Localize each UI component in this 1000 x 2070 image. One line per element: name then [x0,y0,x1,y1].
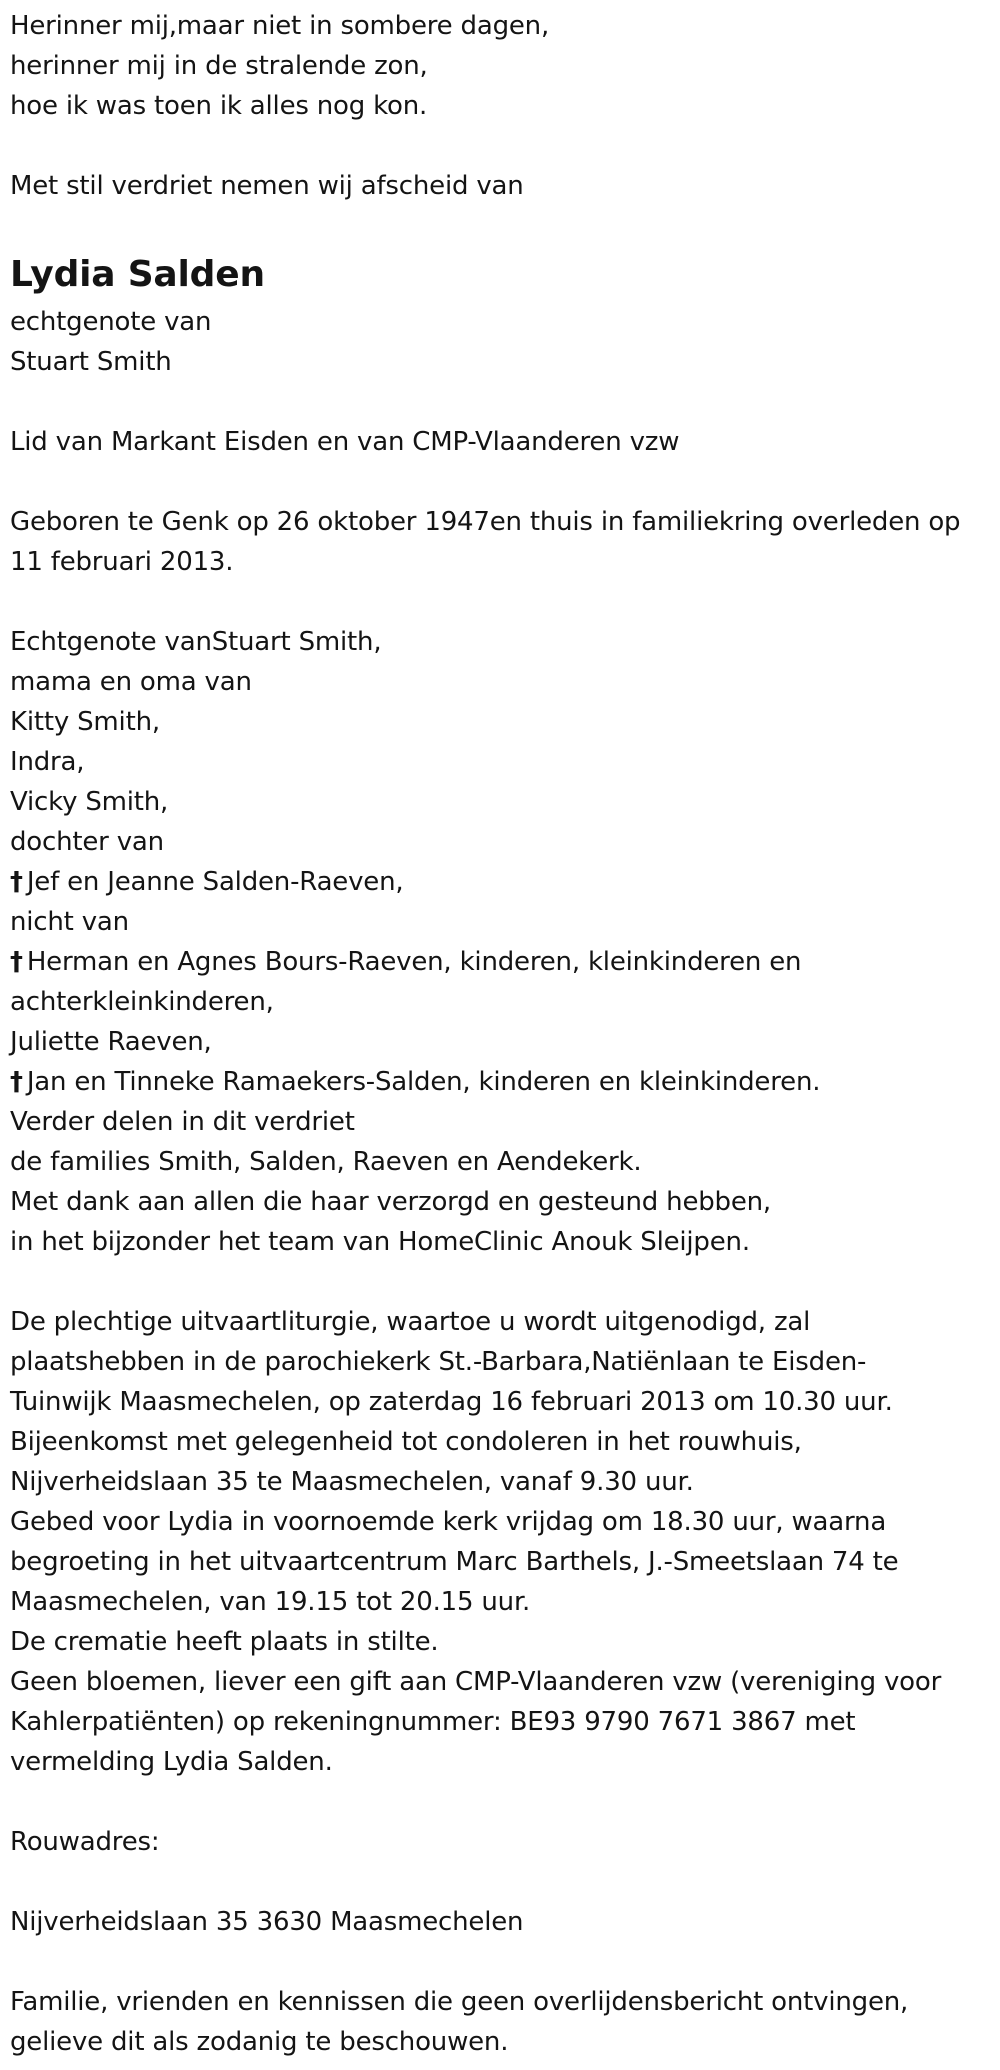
family-thanks-line: Met dank aan allen die haar verzorgd en gesteund hebben, [10,1187,771,1217]
ceremony-line: Maasmechelen, van 19.15 tot 20.15 uur. [10,1587,531,1617]
birth-death-line: Geboren te Genk op 26 oktober 1947en thuis in familiekring overleden op [10,507,961,537]
family-list [10,622,995,1262]
spacer [10,1782,995,1822]
cross-icon: † [10,867,23,897]
family-relative-line [10,1062,995,1102]
spouse-name: Stuart Smith [10,347,172,377]
family-parents-line [10,862,995,902]
ceremony-line: Gebed voor Lydia in voornoemde kerk vrijdag om 18.30 uur, waarna [10,1507,887,1537]
relation-label: echtgenote van [10,307,212,337]
spacer [10,582,995,622]
ceremony-line: begroeting in het uitvaartcentrum Marc Barthels, J.-Smeetslaan 74 te [10,1547,899,1577]
ceremony-line: De plechtige uitvaartliturgie, waartoe u wordt uitgenodigd, zal [10,1307,811,1337]
family-share-line: de families Smith, Salden, Raeven en Aendekerk. [10,1147,642,1177]
family-child: Vicky Smith, [10,787,169,817]
family-relative-continuation: achterkleinkinderen, [10,987,274,1017]
family-mother-label: mama en oma van [10,667,252,697]
ceremony-paragraph [10,1302,995,1782]
family-share-line: Verder delen in dit verdriet [10,1107,355,1137]
family-relative: Herman en Agnes Bours-Raeven, kinderen, kleinkinderen en [26,947,802,977]
deceased-name: Lydia Salden [10,254,265,295]
family-thanks-line: in het bijzonder het team van HomeClinic Anouk Sleijpen. [10,1227,750,1257]
birth-death-line: 11 februari 2013. [10,547,234,577]
poem-line: herinner mij in de stralende zon, [10,51,428,81]
family-relative: Jan en Tinneke Ramaekers-Salden, kinderen en kleinkinderen. [26,1067,821,1097]
cross-icon: † [10,1067,23,1097]
spacer [10,1862,995,1902]
obituary-document [10,6,995,2062]
poem-line: hoe ik was toen ik alles nog kon. [10,91,428,121]
intro-text: Met stil verdriet nemen wij afscheid van [10,171,524,201]
family-relative: Juliette Raeven, [10,1027,212,1057]
spacer [10,1262,995,1302]
family-niece-label: nicht van [10,907,129,937]
spacer [10,206,995,246]
birth-death-paragraph [10,502,995,582]
membership-text: Lid van Markant Eisden en van CMP-Vlaanderen vzw [10,427,680,457]
poem [10,6,995,126]
cross-icon: † [10,947,23,977]
spacer [10,462,995,502]
ceremony-line: Nijverheidslaan 35 te Maasmechelen, vanaf 9.30 uur. [10,1467,694,1497]
ceremony-line: plaatshebben in de parochiekerk St.-Barbara,Natiënlaan te Eisden- [10,1347,867,1377]
family-relative-line [10,942,995,982]
spacer [10,382,995,422]
spacer [10,1942,995,1982]
ceremony-line: Geen bloemen, liever een gift aan CMP-Vlaanderen vzw (vereniging voor [10,1667,942,1697]
ceremony-line: Bijeenkomst met gelegenheid tot condoleren in het rouwhuis, [10,1427,802,1457]
closing-line: Familie, vrienden en kennissen die geen overlijdensbericht ontvingen, [10,1987,909,2017]
family-parents: Jef en Jeanne Salden-Raeven, [26,867,404,897]
address-label: Rouwadres: [10,1827,160,1857]
address-value: Nijverheidslaan 35 3630 Maasmechelen [10,1907,524,1937]
closing-paragraph [10,1982,995,2062]
closing-line: gelieve dit als zodanig te beschouwen. [10,2027,509,2057]
ceremony-line: Kahlerpatiënten) op rekeningnummer: BE93 9790 7671 3867 met [10,1707,856,1737]
ceremony-line: Tuinwijk Maasmechelen, op zaterdag 16 februari 2013 om 10.30 uur. [10,1387,893,1417]
poem-line: Herinner mij,maar niet in sombere dagen, [10,11,550,41]
spacer [10,126,995,166]
family-child: Indra, [10,747,85,777]
family-daughter-label: dochter van [10,827,164,857]
ceremony-line: De crematie heeft plaats in stilte. [10,1627,439,1657]
family-spouse-line: Echtgenote vanStuart Smith, [10,627,382,657]
ceremony-line: vermelding Lydia Salden. [10,1747,333,1777]
family-child: Kitty Smith, [10,707,160,737]
